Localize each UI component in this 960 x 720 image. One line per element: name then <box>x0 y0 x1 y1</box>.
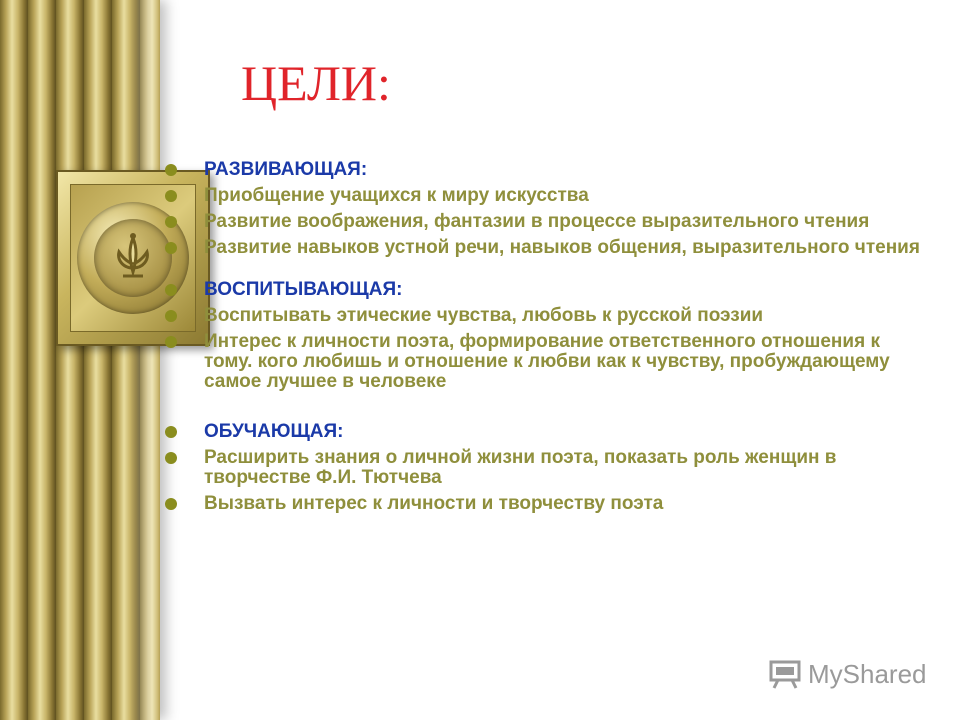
bullet-icon <box>165 310 177 322</box>
list-item <box>164 238 924 258</box>
bullet-icon <box>165 242 177 254</box>
slide-title: ЦЕЛИ: <box>241 55 391 111</box>
watermark-text: MyShared <box>808 658 927 689</box>
bullet-icon <box>165 452 177 464</box>
item-text: Развитие воображения, фантазии в процессе выразительного чтения <box>204 211 870 232</box>
item-text: Интерес к личности поэта, формирование ответственного отношения к тому. кого любишь и отношение к любви как к чувству, пробуждающему самое лучшее в человеке <box>204 331 890 392</box>
item-text: Расширить знания о личной жизни поэта, показать роль женщин в творчестве Ф.И. Тютчева <box>204 447 837 488</box>
section-heading-developing <box>164 160 924 180</box>
presentation-board-icon <box>768 659 802 689</box>
goals-list <box>164 160 924 520</box>
bullet-icon <box>165 164 177 176</box>
item-text: Вызвать интерес к личности и творчеству поэта <box>204 493 664 514</box>
list-item <box>164 448 924 488</box>
list-item <box>164 494 924 514</box>
list-item <box>164 332 924 392</box>
watermark <box>768 658 927 690</box>
bullet-icon <box>165 426 177 438</box>
heading-text: РАЗВИВАЮЩАЯ: <box>204 159 368 180</box>
heading-text: ВОСПИТЫВАЮЩАЯ: <box>204 279 403 300</box>
item-text: Приобщение учащихся к миру искусства <box>204 185 589 206</box>
item-text: Воспитывать этические чувства, любовь к русской поэзии <box>204 305 764 326</box>
bullet-icon <box>165 216 177 228</box>
section-heading-teaching <box>164 422 924 442</box>
bullet-icon <box>165 498 177 510</box>
bullet-icon <box>165 336 177 348</box>
section-heading-educating <box>164 280 924 300</box>
fleur-emblem-icon <box>103 228 163 288</box>
list-item <box>164 212 924 232</box>
list-item <box>164 306 924 326</box>
bullet-icon <box>165 190 177 202</box>
item-text: Развитие навыков устной речи, навыков общения, выразительного чтения <box>204 237 920 258</box>
pillar-highlight <box>130 0 160 720</box>
list-item <box>164 186 924 206</box>
heading-text: ОБУЧАЮЩАЯ: <box>204 421 344 442</box>
bullet-icon <box>165 284 177 296</box>
